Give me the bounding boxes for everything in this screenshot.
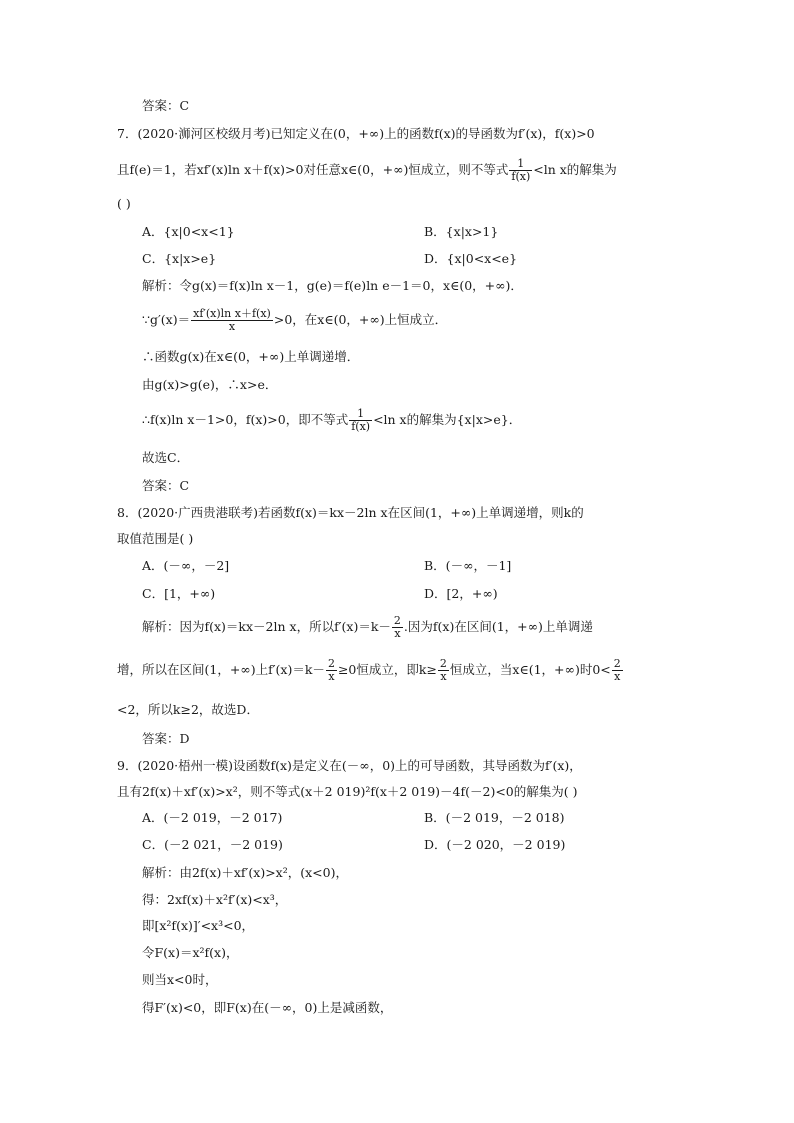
- q8-solution2-fraction2: $\frac{2}{x}$: [439, 657, 447, 683]
- q8-solution1-text-a: 解析：因为f(x)＝kx－2ln x，所以f′(x)＝k－: [142, 619, 391, 634]
- q9-option-c: C．(－2 021，－2 019): [142, 837, 283, 852]
- previous-answer: 答案：C: [142, 98, 190, 113]
- q9-option-b: B．(－2 019，－2 018): [424, 810, 565, 825]
- q9-stem-line2: 且有2f(x)＋xf′(x)>x²，则不等式(x＋2 019)²f(x＋2 019)－4f(－2)<0的解集为( ): [117, 784, 578, 799]
- q8-solution-line1: [142, 615, 593, 640]
- q9-solution-line1: 解析：由2f(x)＋xf′(x)>x²，(x<0)，: [142, 865, 348, 880]
- q7-stem-line2: [117, 158, 617, 183]
- q9-solution-line5: 则当x<0时，: [142, 972, 218, 987]
- q8-solution2-text-c: 恒成立，当x∈(1，+∞)时0<: [449, 662, 611, 677]
- q7-stem-fraction: $\frac{1}{f(x)}$: [511, 157, 531, 183]
- q7-solution-line3: ∴函数g(x)在x∈(0，+∞)上单调递增．: [142, 349, 360, 364]
- q7-option-b: B．{x|x>1}: [424, 224, 499, 239]
- q8-stem-line1: 8．(2020·广西贵港联考)若函数f(x)＝kx－2ln x在区间(1，+∞)上单调递增，则k的: [117, 505, 584, 520]
- q7-solution-line6: 故选C．: [142, 450, 190, 465]
- q8-solution1-text-b: .因为f(x)在区间(1，+∞)上单调递: [403, 619, 593, 634]
- q8-option-d: D．[2，+∞): [424, 586, 498, 601]
- q7-solution-line4: 由g(x)>g(e)，∴x>e．: [142, 377, 278, 392]
- q7-option-d: D．{x|0<x<e}: [424, 251, 518, 266]
- q7-option-c: C．{x|x>e}: [142, 251, 217, 266]
- q7-stem-line3: ( ): [117, 196, 131, 211]
- q8-solution-line2: [117, 658, 624, 683]
- q8-solution-line3: <2，所以k≥2，故选D．: [117, 702, 259, 717]
- q8-stem-line2: 取值范围是( ): [117, 531, 194, 546]
- q7-solution-line2: [142, 308, 447, 333]
- q7-solution-text-b: >0，在x∈(0，+∞)上恒成立．: [273, 312, 448, 327]
- q9-solution-line3: 即[x²f(x)]′<x³<0，: [142, 918, 255, 933]
- q9-solution-line6: 得F′(x)<0，即F(x)在(－∞，0)上是减函数，: [142, 1000, 393, 1015]
- q7-solution5-fraction: $\frac{1}{f(x)}$: [351, 407, 371, 433]
- q8-solution2-fraction3: $\frac{2}{x}$: [613, 657, 621, 683]
- q7-solution-text-a: ∵g′(x)＝: [142, 312, 191, 327]
- q7-solution-line1: 解析：令g(x)＝f(x)ln x－1，g(e)＝f(e)ln e－1＝0，x∈(0，+∞)．: [142, 278, 523, 293]
- q8-solution1-fraction: $\frac{2}{x}$: [393, 614, 401, 640]
- q7-answer: 答案：C: [142, 478, 190, 493]
- q7-stem-line1: 7．(2020·浉河区校级月考)已知定义在(0，+∞)上的函数f(x)的导函数为f′(x)，f(x)>0: [117, 126, 595, 141]
- q7-solution-line5: [142, 408, 521, 433]
- q7-solution-fraction: $\frac{\text{xf′(x)ln x＋f(x)}}{x}$: [193, 307, 271, 333]
- q8-option-b: B．(－∞，－1]: [424, 558, 512, 573]
- q7-solution5-text-a: ∴f(x)ln x－1>0，f(x)>0，即不等式: [142, 412, 349, 427]
- q7-stem-text-a: 且f(e)＝1，若xf′(x)ln x＋f(x)>0对任意x∈(0，+∞)恒成立，则不等式: [117, 162, 509, 177]
- q8-answer: 答案：D: [142, 731, 190, 746]
- q8-option-a: A．(－∞，－2]: [142, 558, 230, 573]
- q9-solution-line4: 令F(x)＝x²f(x)，: [142, 945, 239, 960]
- q7-solution5-text-b: <ln x的解集为{x|x>e}．: [373, 412, 522, 427]
- q8-solution2-fraction1: $\frac{2}{x}$: [327, 657, 335, 683]
- q9-option-a: A．(－2 019，－2 017): [142, 810, 283, 825]
- q8-option-c: C．[1，+∞): [142, 586, 216, 601]
- q8-solution2-text-b: ≥0恒成立，即k≥: [337, 662, 437, 677]
- q9-solution-line2: 得：2xf(x)＋x²f′(x)<x³，: [142, 892, 288, 907]
- q9-option-d: D．(－2 020，－2 019): [424, 837, 566, 852]
- q8-solution2-text-a: 增，所以在区间(1，+∞)上f′(x)＝k－: [117, 662, 325, 677]
- q7-stem-text-b: <ln x的解集为: [533, 162, 617, 177]
- q9-stem-line1: 9．(2020·梧州一模)设函数f(x)是定义在(－∞，0)上的可导函数，其导函数为f′(x)，: [117, 758, 582, 773]
- q7-option-a: A．{x|0<x<1}: [142, 224, 235, 239]
